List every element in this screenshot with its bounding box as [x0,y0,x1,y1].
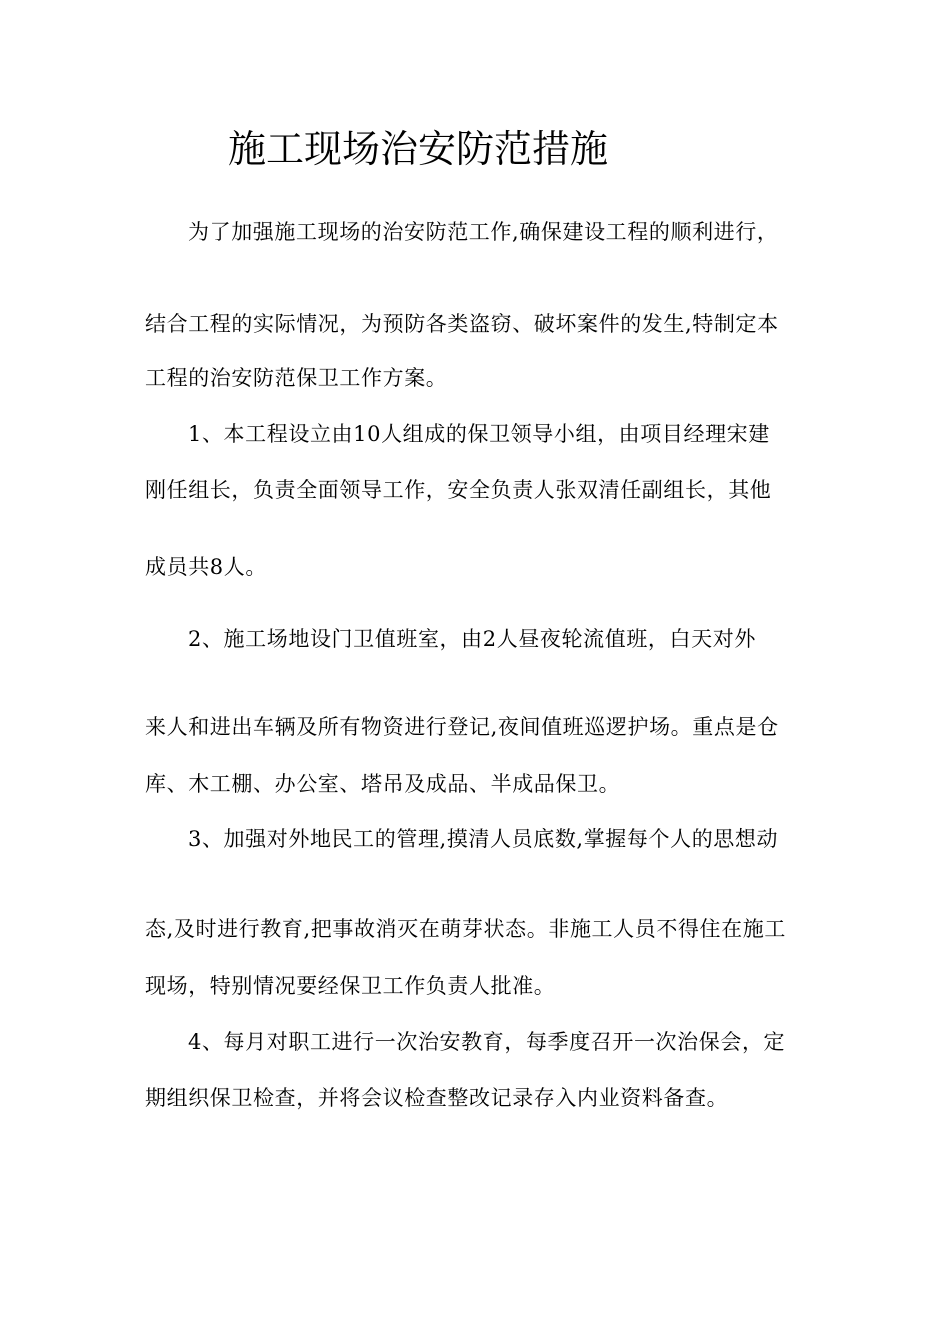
paragraph-item-4-line-2: 期组织保卫检查，并将会议检查整改记录存入内业资料备查。 [145,1086,729,1110]
paragraph-item-4-line-1: 4、每月对职工进行一次治安教育，每季度召开一次治保会，定 [188,1030,786,1054]
paragraph-item-2-line-2: 来人和进出车辆及所有物资进行登记,夜间值班巡逻护场。重点是仓 [145,715,779,739]
paragraph-item-2-line-3: 库、木工棚、办公室、塔吊及成品、半成品保卫。 [145,772,621,796]
document-title: 施工现场治安防范措施 [228,127,609,171]
paragraph-item-1-line-3: 成员共8人。 [145,555,267,579]
paragraph-intro-line-3: 工程的治安防范保卫工作方案。 [145,366,448,390]
paragraph-item-3-line-2: 态,及时进行教育,把事故消灭在萌芽状态。非施工人员不得住在施工 [145,917,786,941]
paragraph-item-1-line-1: 1、本工程设立由10人组成的保卫领导小组，由项目经理宋建 [188,422,770,446]
paragraph-item-1-line-2: 刚任组长，负责全面领导工作，安全负责人张双清任副组长，其他 [145,478,772,502]
paragraph-item-2-line-1: 2、施工场地设门卫值班室，由2人昼夜轮流值班，白天对外 [188,627,756,651]
paragraph-intro-line-2: 结合工程的实际情况，为预防各类盗窃、破坏案件的发生,特制定本 [145,312,779,336]
paragraph-item-3-line-1: 3、加强对外地民工的管理,摸清人员底数,掌握每个人的思想动 [188,827,779,851]
paragraph-intro-line-1: 为了加强施工现场的治安防范工作,确保建设工程的顺利进行， [188,220,779,244]
paragraph-item-3-line-3: 现场，特别情况要经保卫工作负责人批准。 [145,974,556,998]
